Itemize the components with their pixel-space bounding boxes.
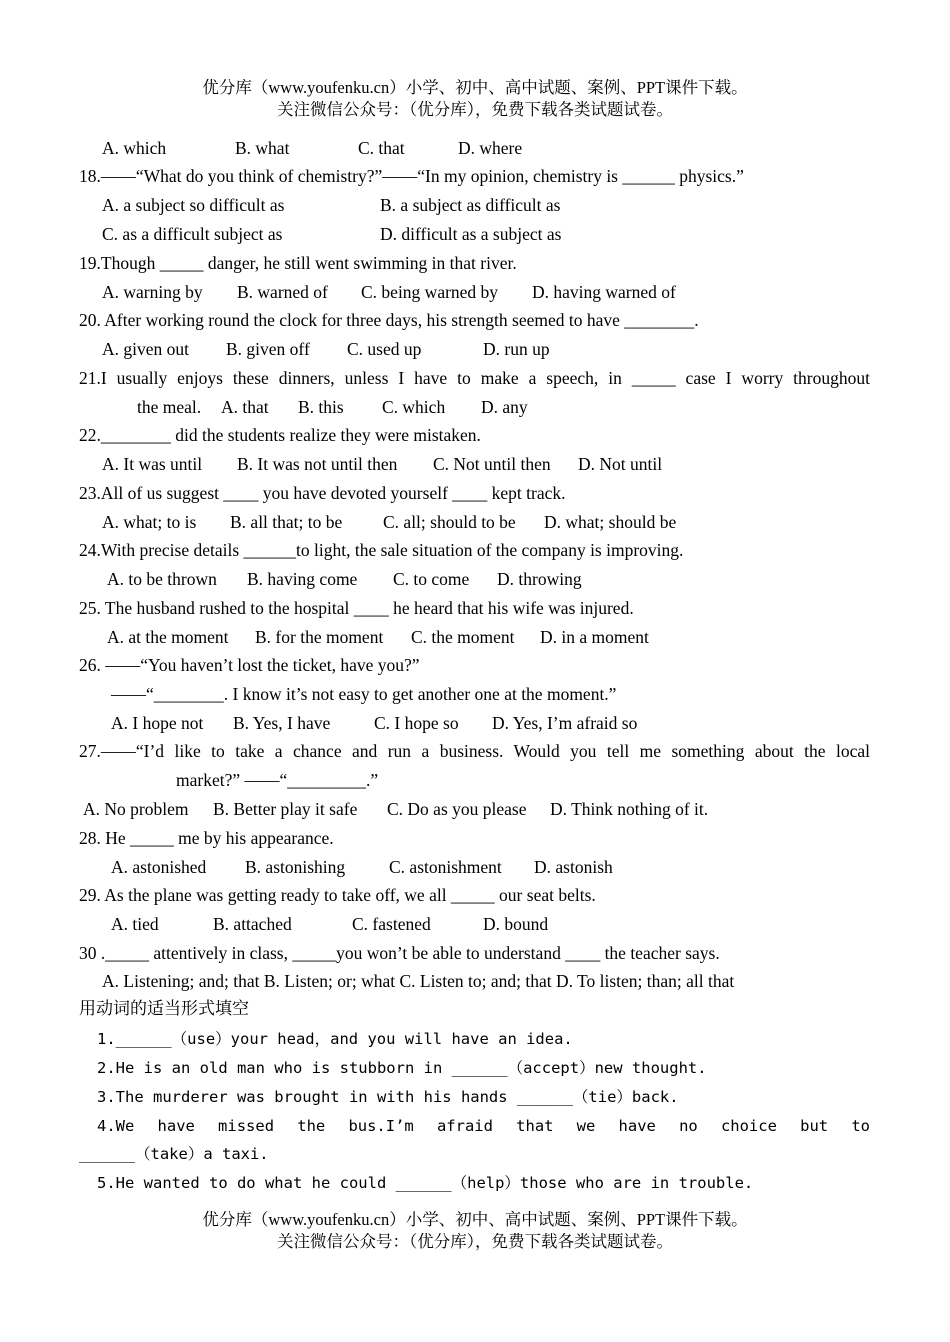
footer-line-2: 关注微信公众号：（优分库），免费下载各类试题试卷。 [277,1232,673,1251]
q21-stem-continuation: the meal. [137,397,202,417]
q23-option-c: C. all; should to be [383,512,516,532]
q22-option-c: C. Not until then [433,454,551,474]
q27-option-c: C. Do as you please [387,799,527,819]
header-line-2: 关注微信公众号：（优分库），免费下载各类试题试卷。 [277,100,673,119]
q23-option-d: D. what; should be [544,512,677,532]
q18-option-d: D. difficult as a subject as [380,224,562,244]
q17-option-b: B. what [235,138,290,158]
q26-stem: 26. ——“You haven’t lost the ticket, have you?” [79,655,420,675]
q26-option-d: D. Yes, I’m afraid so [492,713,638,733]
q28-option-c: C. astonishment [389,857,502,877]
q20-option-d: D. run up [483,339,550,359]
q20-stem: 20. After working round the clock for three days, his strength seemed to have ________. [79,310,699,330]
q20-option-a: A. given out [102,339,190,359]
q24-option-b: B. having come [247,569,358,589]
section-title: 用动词的适当形式填空 [79,999,249,1019]
q27-stem: 27.——“I’d like to take a chance and run a business. Would you tell me something about the local [79,741,870,761]
q25-option-d: D. in a moment [540,627,649,647]
q29-option-d: D. bound [483,914,549,934]
q20-option-c: C. used up [347,339,422,359]
q27-option-b: B. Better play it safe [213,799,358,819]
header-line-1: 优分库（www.youfenku.cn）小学、初中、高中试题、案例、PPT课件下载。 [202,78,748,97]
q28-stem: 28. He _____ me by his appearance. [79,828,334,848]
footer-line-1: 优分库（www.youfenku.cn）小学、初中、高中试题、案例、PPT课件下载。 [202,1210,748,1229]
q17-option-c: C. that [358,138,405,158]
q25-option-b: B. for the moment [255,627,384,647]
q28-option-a: A. astonished [111,857,207,877]
q19-option-a: A. warning by [102,282,203,302]
q22-option-d: D. Not until [578,454,663,474]
fill-item-5: 5.He wanted to do what he could ______（help）those who are in trouble. [97,1174,754,1192]
q21-stem: 21.I usually enjoys these dinners, unless I have to make a speech, in _____ case I worry throughout [79,368,870,388]
q30-options: A. Listening; and; that B. Listen; or; what C. Listen to; and; that D. To listen; than; all that [102,971,735,991]
q19-option-c: C. being warned by [361,282,499,302]
q24-stem: 24.With precise details ______to light, the sale situation of the company is improving. [79,540,684,560]
q26-stem-reply: ——“________. I know it’s not easy to get another one at the moment.” [111,684,617,704]
fill-item-3: 3.The murderer was brought in with his hands ______（tie）back. [97,1088,679,1106]
q28-option-d: D. astonish [534,857,613,877]
q27-option-d: D. Think nothing of it. [550,799,709,819]
fill-item-1: 1.______（use）your head，and you will have an idea. [97,1030,573,1048]
q18-option-c: C. as a difficult subject as [102,224,283,244]
q26-option-a: A. I hope not [111,713,204,733]
q29-option-b: B. attached [213,914,292,934]
q24-option-a: A. to be thrown [107,569,217,589]
q21-option-d: D. any [481,397,528,417]
q19-option-d: D. having warned of [532,282,676,302]
page-header [0,77,950,121]
q18-stem: 18.——“What do you think of chemistry?”——“In my opinion, chemistry is ______ physics.” [79,166,744,186]
q18-option-a: A. a subject so difficult as [102,195,285,215]
q17-option-d: D. where [458,138,523,158]
q25-option-c: C. the moment [411,627,515,647]
q25-option-a: A. at the moment [107,627,229,647]
q17-option-a: A. which [102,138,167,158]
q23-stem: 23.All of us suggest ____ you have devoted yourself ____ kept track. [79,483,566,503]
q21-option-b: B. this [298,397,344,417]
fill-item-4-continuation: ______（take）a taxi. [79,1145,269,1163]
fill-item-2: 2.He is an old man who is stubborn in ______（accept）new thought. [97,1059,707,1077]
q22-stem: 22.________ did the students realize they were mistaken. [79,425,481,445]
q29-stem: 29. As the plane was getting ready to take off, we all _____ our seat belts. [79,885,596,905]
q19-stem: 19.Though _____ danger, he still went swimming in that river. [79,253,517,273]
q22-option-a: A. It was until [102,454,203,474]
q27-option-a: A. No problem [83,799,189,819]
fill-item-4: 4.We have missed the bus.I’m afraid that we have no choice but to [97,1117,870,1135]
q20-option-b: B. given off [226,339,310,359]
q26-option-b: B. Yes, I have [233,713,331,733]
q29-option-c: C. fastened [352,914,431,934]
q25-stem: 25. The husband rushed to the hospital ____ he heard that his wife was injured. [79,598,634,618]
q22-option-b: B. It was not until then [237,454,398,474]
q21-option-c: C. which [382,397,446,417]
q30-stem: 30 ._____ attentively in class, _____you won’t be able to understand ____ the teacher says. [79,943,720,963]
q18-option-b: B. a subject as difficult as [380,195,561,215]
q24-option-c: C. to come [393,569,470,589]
q23-option-a: A. what; to is [102,512,197,532]
q26-option-c: C. I hope so [374,713,459,733]
q21-option-a: A. that [221,397,269,417]
q28-option-b: B. astonishing [245,857,346,877]
q23-option-b: B. all that; to be [230,512,343,532]
q29-option-a: A. tied [111,914,159,934]
page-footer [0,1209,950,1253]
q27-stem-continuation: market?” ——“_________.” [176,770,379,790]
q24-option-d: D. throwing [497,569,582,589]
q19-option-b: B. warned of [237,282,328,302]
